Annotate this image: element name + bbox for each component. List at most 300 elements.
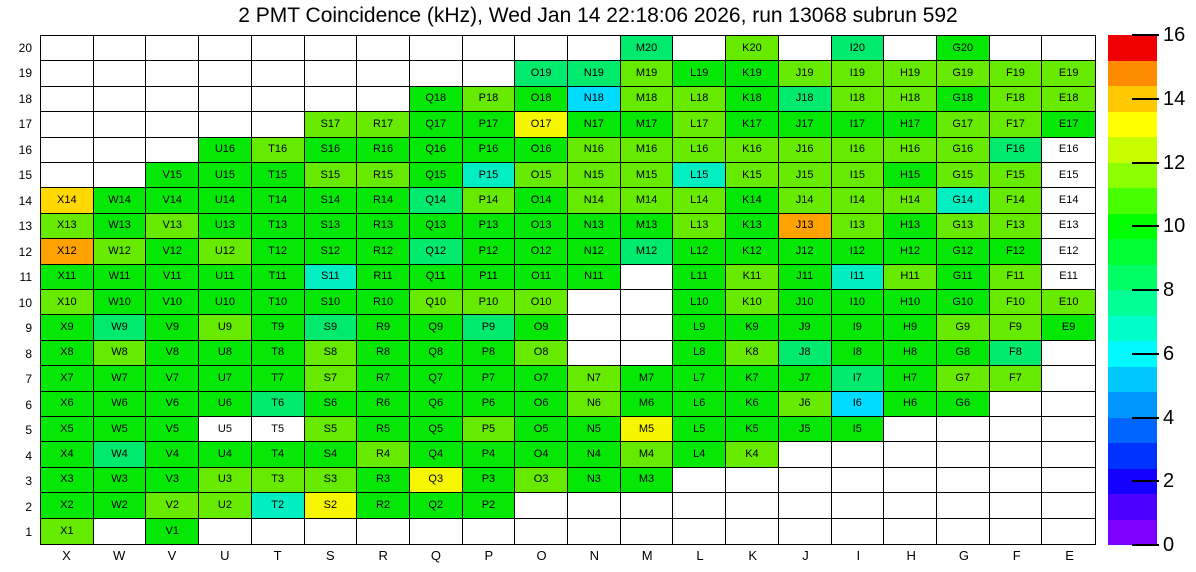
heatmap-cell [410,519,463,544]
heatmap-cell: H10 [884,290,937,315]
x-axis-label: F [1012,548,1021,563]
heatmap-cell: H9 [884,315,937,340]
heatmap-cell: S11 [305,265,358,290]
heatmap-cell: T9 [252,315,305,340]
colorbar-tick [1132,353,1159,355]
heatmap-cell: U14 [199,188,252,213]
heatmap-cell: K13 [726,214,779,239]
heatmap-cell [1042,519,1095,544]
heatmap-cell: L5 [673,417,726,442]
heatmap-cell [726,468,779,493]
heatmap-cell: F11 [990,265,1043,290]
heatmap-cell [779,519,832,544]
heatmap-cell [779,442,832,467]
heatmap-cell [937,493,990,518]
heatmap-cell: I9 [832,315,885,340]
heatmap-cell: V2 [146,493,199,518]
heatmap-cell [94,61,147,86]
heatmap-cell [41,87,94,112]
heatmap-cell: V3 [146,468,199,493]
heatmap-cell: X3 [41,468,94,493]
x-axis-label: P [484,548,494,563]
heatmap-cell: R4 [357,442,410,467]
heatmap-cell: X9 [41,315,94,340]
heatmap-cell: X12 [41,239,94,264]
colorbar-band [1108,392,1157,418]
heatmap-cell: P11 [463,265,516,290]
heatmap-cell [305,61,358,86]
heatmap-cell: H14 [884,188,937,213]
x-axis-label: N [589,548,600,563]
heatmap-cell: I7 [832,366,885,391]
heatmap-cell: G10 [937,290,990,315]
heatmap-cell [146,112,199,137]
heatmap-cell: P7 [463,366,516,391]
heatmap-cell: E9 [1042,315,1095,340]
heatmap-cell: M20 [621,36,674,61]
x-axis-label: G [958,548,969,563]
heatmap-cell [1042,36,1095,61]
heatmap-cell [1042,366,1095,391]
heatmap-cell: V14 [146,188,199,213]
heatmap-cell [832,442,885,467]
heatmap-cell: K12 [726,239,779,264]
colorbar-band [1108,35,1157,61]
heatmap-cell [41,36,94,61]
heatmap-cell [673,36,726,61]
heatmap-cell: I17 [832,112,885,137]
colorbar-tick-label: 4 [1163,406,1175,429]
heatmap-cell: X11 [41,265,94,290]
colorbar-band [1108,163,1157,189]
heatmap-cell: X14 [41,188,94,213]
heatmap-cell: W7 [94,366,147,391]
heatmap-cell: L15 [673,163,726,188]
heatmap-cell: U9 [199,315,252,340]
heatmap-cell: I14 [832,188,885,213]
heatmap-cell: N4 [568,442,621,467]
heatmap-cell: J7 [779,366,832,391]
colorbar-tick [1132,34,1159,36]
colorbar-tick [1132,98,1159,100]
heatmap-cell: M17 [621,112,674,137]
heatmap-cell: V12 [146,239,199,264]
heatmap-cell: Q10 [410,290,463,315]
heatmap-cell: K14 [726,188,779,213]
heatmap-cell: L13 [673,214,726,239]
heatmap-cell: U3 [199,468,252,493]
heatmap-cell [41,112,94,137]
heatmap-cell: V10 [146,290,199,315]
y-axis-label: 5 [25,423,32,438]
heatmap-cell: R17 [357,112,410,137]
x-axis-label: R [378,548,388,563]
heatmap-cell: L9 [673,315,726,340]
heatmap-cell: H7 [884,366,937,391]
heatmap-cell: F10 [990,290,1043,315]
heatmap-cell: Q15 [410,163,463,188]
heatmap-cell: Q8 [410,341,463,366]
heatmap-cell [990,36,1043,61]
heatmap-cell: I11 [832,265,885,290]
y-axis-label: 4 [25,448,32,463]
heatmap-cell [515,36,568,61]
heatmap-cell [568,315,621,340]
heatmap-cell: U12 [199,239,252,264]
heatmap-cell [779,493,832,518]
heatmap-cell [832,519,885,544]
heatmap-cell: N15 [568,163,621,188]
heatmap-cell: H6 [884,392,937,417]
x-axis-label: T [273,548,282,563]
heatmap-cell: W8 [94,341,147,366]
heatmap-cell: V8 [146,341,199,366]
heatmap-cell [94,163,147,188]
heatmap-cell: S14 [305,188,358,213]
heatmap-cell [410,61,463,86]
heatmap-cell: P17 [463,112,516,137]
heatmap-cell: G17 [937,112,990,137]
y-axis-label: 18 [18,91,32,106]
heatmap-cell: I18 [832,87,885,112]
colorbar-tick-label: 0 [1163,534,1175,556]
heatmap-cell: I13 [832,214,885,239]
heatmap-cell: G6 [937,392,990,417]
heatmap-cell: Q6 [410,392,463,417]
heatmap-cell: P9 [463,315,516,340]
heatmap-cell: K19 [726,61,779,86]
heatmap-cell: T2 [252,493,305,518]
heatmap-cell: J5 [779,417,832,442]
heatmap-cell [252,87,305,112]
colorbar-tick [1132,544,1159,546]
heatmap-cell: S8 [305,341,358,366]
colorbar-tick [1132,417,1159,419]
colorbar-band [1108,494,1157,520]
heatmap-cell: R13 [357,214,410,239]
heatmap-cell: O9 [515,315,568,340]
colorbar-band [1108,137,1157,163]
heatmap-cell [94,138,147,163]
heatmap-cell [41,61,94,86]
heatmap-cell: T4 [252,442,305,467]
heatmap-cell: G18 [937,87,990,112]
heatmap-cell: O17 [515,112,568,137]
heatmap-cell: F19 [990,61,1043,86]
heatmap-cell [515,493,568,518]
heatmap-cell: L16 [673,138,726,163]
heatmap-cell: L14 [673,188,726,213]
heatmap-cell: O11 [515,265,568,290]
heatmap-cell: T13 [252,214,305,239]
x-axis-label: Q [430,548,442,563]
heatmap-cell: I20 [832,36,885,61]
heatmap-cell: Q9 [410,315,463,340]
heatmap-cell: U2 [199,493,252,518]
heatmap-cell: T15 [252,163,305,188]
heatmap-cell: K10 [726,290,779,315]
colorbar-band [1108,239,1157,265]
colorbar-tick [1132,480,1159,482]
heatmap-cell: P16 [463,138,516,163]
heatmap-cell: P14 [463,188,516,213]
heatmap-cell: S3 [305,468,358,493]
heatmap-cell: K20 [726,36,779,61]
heatmap-cell: U5 [199,417,252,442]
colorbar-tick-label: 8 [1163,279,1175,301]
heatmap-cell [305,36,358,61]
heatmap-cell: F7 [990,366,1043,391]
heatmap-cell: N5 [568,417,621,442]
heatmap-cell: R15 [357,163,410,188]
colorbar-tick-label: 6 [1163,342,1175,365]
y-axis-label: 12 [18,244,32,259]
heatmap-cell: W6 [94,392,147,417]
heatmap-cell: S4 [305,442,358,467]
heatmap-cell: T8 [252,341,305,366]
heatmap-cell: J18 [779,87,832,112]
heatmap-cell: M13 [621,214,674,239]
heatmap-cell: G13 [937,214,990,239]
heatmap-cell: Q7 [410,366,463,391]
heatmap-cell [884,36,937,61]
heatmap-cell: K7 [726,366,779,391]
heatmap-cell: R10 [357,290,410,315]
heatmap-cell: J8 [779,341,832,366]
heatmap-cell: M18 [621,87,674,112]
heatmap-cell [305,519,358,544]
heatmap-cell: Q17 [410,112,463,137]
heatmap-cell: O7 [515,366,568,391]
x-axis-label: U [220,548,230,563]
heatmap-cell: K9 [726,315,779,340]
heatmap-cell: V11 [146,265,199,290]
heatmap-cell [568,519,621,544]
heatmap-cell: O6 [515,392,568,417]
heatmap-cell: E15 [1042,163,1095,188]
heatmap-cell: V6 [146,392,199,417]
heatmap-cell: J11 [779,265,832,290]
heatmap-cell: K11 [726,265,779,290]
x-axis [40,548,1096,566]
colorbar-band [1108,188,1157,214]
x-axis-label: K [748,548,758,563]
heatmap-cell: O4 [515,442,568,467]
heatmap-cell [621,265,674,290]
colorbar-tick-label: 12 [1163,151,1186,174]
heatmap-cell: K16 [726,138,779,163]
heatmap-cell: F15 [990,163,1043,188]
heatmap-cell: K17 [726,112,779,137]
colorbar-tick-label: 2 [1163,470,1175,493]
heatmap-cell: X7 [41,366,94,391]
colorbar-tick [1132,162,1159,164]
heatmap-cell: V1 [146,519,199,544]
heatmap-cell: G15 [937,163,990,188]
heatmap-cell: U7 [199,366,252,391]
heatmap-cell: G20 [937,36,990,61]
y-axis-label: 8 [25,346,32,361]
heatmap-cell: I19 [832,61,885,86]
heatmap-cell: Q14 [410,188,463,213]
heatmap-cell: N3 [568,468,621,493]
heatmap-cell: J12 [779,239,832,264]
heatmap-cell: O5 [515,417,568,442]
heatmap-cell [884,493,937,518]
heatmap-cell: X10 [41,290,94,315]
heatmap-cell [94,112,147,137]
heatmap-cell [515,519,568,544]
x-axis-label: M [641,548,653,563]
y-axis-label: 19 [18,66,32,81]
heatmap-cell: J6 [779,392,832,417]
x-axis-label: S [326,548,335,563]
heatmap-cell: G7 [937,366,990,391]
heatmap-cell: N11 [568,265,621,290]
heatmap-cell: U10 [199,290,252,315]
heatmap-cell: L6 [673,392,726,417]
y-axis [0,35,34,545]
heatmap-cell: P10 [463,290,516,315]
y-axis-label: 3 [25,474,32,489]
heatmap-cell [568,341,621,366]
heatmap-cell [1042,417,1095,442]
heatmap-cell: G14 [937,188,990,213]
heatmap-cell [41,163,94,188]
heatmap-cell [463,61,516,86]
heatmap-cell: Q12 [410,239,463,264]
heatmap-cell: K4 [726,442,779,467]
heatmap-cell: R12 [357,239,410,264]
heatmap-cell: T14 [252,188,305,213]
heatmap-cell: I10 [832,290,885,315]
heatmap-cell: E14 [1042,188,1095,213]
heatmap-cell: R9 [357,315,410,340]
heatmap-cell: H12 [884,239,937,264]
colorbar-tick [1132,289,1159,291]
heatmap-cell: O16 [515,138,568,163]
y-axis-label: 7 [25,372,32,387]
heatmap-cell [94,36,147,61]
heatmap-cell [990,493,1043,518]
heatmap-cell: P13 [463,214,516,239]
heatmap-cell: I15 [832,163,885,188]
colorbar-tick [1132,225,1159,227]
heatmap-cell: O3 [515,468,568,493]
y-axis-label: 20 [18,40,32,55]
heatmap-cell [884,519,937,544]
heatmap-cell: T12 [252,239,305,264]
heatmap-cell: O12 [515,239,568,264]
heatmap-cell: N16 [568,138,621,163]
heatmap-cell [357,519,410,544]
heatmap-cell [252,36,305,61]
heatmap-cell [199,61,252,86]
heatmap-cell: E12 [1042,239,1095,264]
heatmap-cell: S6 [305,392,358,417]
heatmap-cell [199,519,252,544]
heatmap-cell: W13 [94,214,147,239]
heatmap-cell: M3 [621,468,674,493]
heatmap-cell [990,468,1043,493]
heatmap-cell [1042,341,1095,366]
heatmap-cell [146,138,199,163]
colorbar-band [1108,61,1157,87]
y-axis-label: 10 [18,295,32,310]
heatmap-cell: I6 [832,392,885,417]
heatmap-cell: W5 [94,417,147,442]
heatmap-cell [1042,468,1095,493]
heatmap-cell: H19 [884,61,937,86]
x-axis-label: I [856,548,861,563]
y-axis-label: 9 [25,321,32,336]
heatmap-cell: O10 [515,290,568,315]
heatmap-cell [146,87,199,112]
heatmap-cell: K5 [726,417,779,442]
heatmap-cell: X2 [41,493,94,518]
heatmap-cell: P15 [463,163,516,188]
heatmap-cell [832,493,885,518]
colorbar-band [1108,367,1157,393]
heatmap-cell [937,519,990,544]
heatmap-cell: U6 [199,392,252,417]
heatmap-cell: R8 [357,341,410,366]
heatmap-cell: H13 [884,214,937,239]
x-axis-label: X [62,548,71,563]
heatmap-cell: F8 [990,341,1043,366]
x-axis-label: E [1065,548,1074,563]
heatmap-cell: M14 [621,188,674,213]
colorbar-band [1108,520,1157,546]
heatmap-cell: M15 [621,163,674,188]
y-axis-label: 2 [25,499,32,514]
heatmap-cell: S15 [305,163,358,188]
heatmap-cell [252,112,305,137]
heatmap-cell: N19 [568,61,621,86]
y-axis-label: 11 [19,270,32,285]
heatmap-cell [94,519,147,544]
x-axis-label: V [167,548,177,563]
heatmap-cell: P2 [463,493,516,518]
y-axis-label: 14 [18,193,32,208]
heatmap-cell: N12 [568,239,621,264]
heatmap-cell: M4 [621,442,674,467]
heatmap-cell: O15 [515,163,568,188]
heatmap-cell: J9 [779,315,832,340]
heatmap-cell: P6 [463,392,516,417]
heatmap-cell [621,493,674,518]
y-axis-label: 1 [25,525,32,540]
heatmap-cell [1042,442,1095,467]
heatmap-cell: G12 [937,239,990,264]
heatmap-cell: O8 [515,341,568,366]
heatmap-cell: S16 [305,138,358,163]
heatmap-cell: K6 [726,392,779,417]
heatmap-cell: F12 [990,239,1043,264]
heatmap-cell: U11 [199,265,252,290]
chart-title: 2 PMT Coincidence (kHz), Wed Jan 14 22:18:06 2026, run 13068 subrun 592 [238,4,958,27]
colorbar-tick-label: 16 [1163,24,1186,46]
colorbar-tick-label: 14 [1163,87,1186,110]
heatmap-cell: V9 [146,315,199,340]
heatmap-cell: P8 [463,341,516,366]
heatmap-cell [252,61,305,86]
heatmap-cell: N7 [568,366,621,391]
heatmap-cell: V13 [146,214,199,239]
heatmap-cell [357,61,410,86]
heatmap-cell: H18 [884,87,937,112]
heatmap-cell [41,138,94,163]
